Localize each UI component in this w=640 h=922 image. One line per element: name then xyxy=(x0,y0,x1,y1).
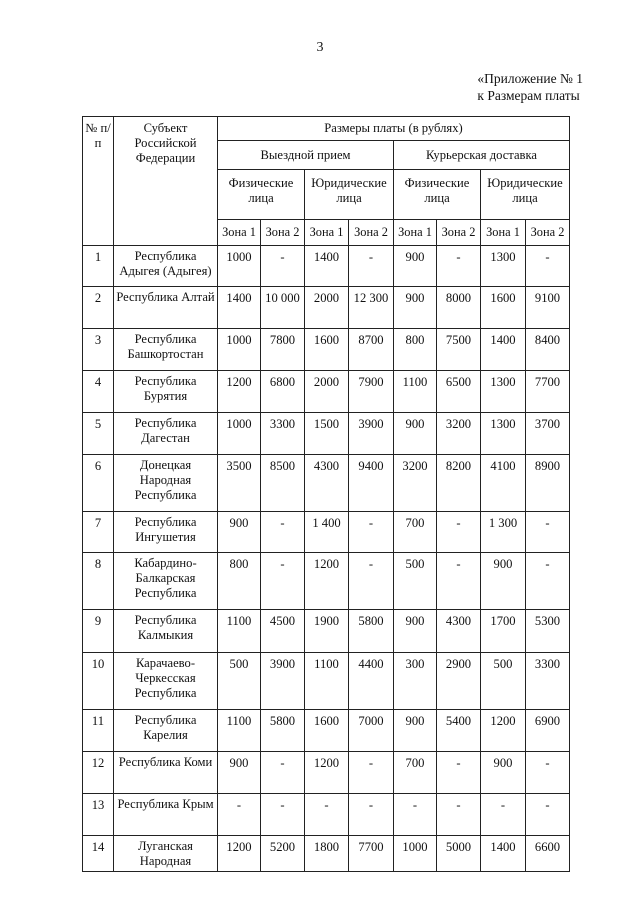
table-header xyxy=(83,117,570,246)
table-row xyxy=(83,553,570,610)
fee-cell: 5400 xyxy=(437,710,481,752)
fee-cell: - xyxy=(261,794,305,836)
fee-cell: - xyxy=(526,794,570,836)
fee-cell: - xyxy=(349,246,394,287)
row-subject: Карачаево-Черкесская Республика xyxy=(114,653,218,710)
fee-cell: 1 300 xyxy=(481,512,526,553)
fee-cell: 1700 xyxy=(481,610,526,653)
fee-cell: 300 xyxy=(394,653,437,710)
fee-cell: 1100 xyxy=(218,610,261,653)
fee-cell: 3300 xyxy=(261,413,305,455)
fee-cell: 3200 xyxy=(437,413,481,455)
row-number: 6 xyxy=(83,455,114,512)
fee-cell: 9400 xyxy=(349,455,394,512)
fee-cell: 3900 xyxy=(261,653,305,710)
fee-cell: 2000 xyxy=(305,371,349,413)
fee-cell: 4100 xyxy=(481,455,526,512)
fee-cell: 900 xyxy=(394,610,437,653)
row-subject: Республика Адыгея (Адыгея) xyxy=(114,246,218,287)
table-row xyxy=(83,329,570,371)
fee-cell: 900 xyxy=(394,413,437,455)
fee-cell: 1100 xyxy=(305,653,349,710)
fee-cell: 1000 xyxy=(218,329,261,371)
fee-cell: 8200 xyxy=(437,455,481,512)
fee-cell: 700 xyxy=(394,752,437,794)
fee-cell: 2900 xyxy=(437,653,481,710)
fee-cell: - xyxy=(526,553,570,610)
fee-cell: 6600 xyxy=(526,836,570,872)
fee-cell: - xyxy=(526,512,570,553)
row-number: 13 xyxy=(83,794,114,836)
fee-cell: 7700 xyxy=(526,371,570,413)
fee-cell: 7000 xyxy=(349,710,394,752)
appendix-header xyxy=(477,70,583,104)
fee-cell: 1400 xyxy=(481,836,526,872)
fee-cell: - xyxy=(349,512,394,553)
fee-cell: 1 400 xyxy=(305,512,349,553)
header-subject: Субъект Российской Федерации xyxy=(114,117,218,246)
row-number: 7 xyxy=(83,512,114,553)
fee-cell: 3900 xyxy=(349,413,394,455)
fee-cell: 1000 xyxy=(218,246,261,287)
fee-cell: 1100 xyxy=(394,371,437,413)
fee-cell: 800 xyxy=(218,553,261,610)
header-courier-individuals: Физические лица xyxy=(394,170,481,220)
header-zone-2: Зона 2 xyxy=(437,220,481,246)
fee-cell: - xyxy=(261,512,305,553)
table-row xyxy=(83,794,570,836)
fee-cell: 1600 xyxy=(305,710,349,752)
table-row xyxy=(83,246,570,287)
header-zone-1: Зона 1 xyxy=(305,220,349,246)
fee-cell: - xyxy=(481,794,526,836)
row-subject: Республика Башкортостан xyxy=(114,329,218,371)
fee-cell: 6800 xyxy=(261,371,305,413)
table-row xyxy=(83,413,570,455)
fee-cell: 900 xyxy=(394,246,437,287)
fee-cell: 5800 xyxy=(349,610,394,653)
fee-cell: 8400 xyxy=(526,329,570,371)
table-row xyxy=(83,512,570,553)
row-subject: Кабардино-Балкарская Республика xyxy=(114,553,218,610)
fee-cell: 3200 xyxy=(394,455,437,512)
row-number: 11 xyxy=(83,710,114,752)
fee-cell: 900 xyxy=(218,512,261,553)
header-courier: Курьерская доставка xyxy=(394,141,570,170)
table-row xyxy=(83,455,570,512)
fee-cell: - xyxy=(526,752,570,794)
fee-cell: 4400 xyxy=(349,653,394,710)
fee-cell: 500 xyxy=(481,653,526,710)
row-number: 2 xyxy=(83,287,114,329)
header-onsite: Выездной прием xyxy=(218,141,394,170)
row-number: 8 xyxy=(83,553,114,610)
header-courier-legal: Юридические лица xyxy=(481,170,570,220)
table-row xyxy=(83,710,570,752)
fee-cell: 1300 xyxy=(481,246,526,287)
fee-cell: 700 xyxy=(394,512,437,553)
row-subject: Республика Ингушетия xyxy=(114,512,218,553)
fee-cell: 3700 xyxy=(526,413,570,455)
fee-cell: 8900 xyxy=(526,455,570,512)
fee-cell: 5200 xyxy=(261,836,305,872)
header-onsite-legal: Юридические лица xyxy=(305,170,394,220)
fee-cell: 1500 xyxy=(305,413,349,455)
fee-cell: - xyxy=(349,752,394,794)
fee-cell: 4300 xyxy=(437,610,481,653)
fee-cell: 7900 xyxy=(349,371,394,413)
fee-cell: 1300 xyxy=(481,371,526,413)
fee-cell: 1400 xyxy=(218,287,261,329)
fee-cell: 6500 xyxy=(437,371,481,413)
header-zone-2: Зона 2 xyxy=(526,220,570,246)
fee-cell: 7800 xyxy=(261,329,305,371)
fee-cell: 9100 xyxy=(526,287,570,329)
fee-cell: 1400 xyxy=(481,329,526,371)
fee-cell: 1200 xyxy=(305,752,349,794)
fee-cell: 500 xyxy=(218,653,261,710)
fee-cell: 12 300 xyxy=(349,287,394,329)
fee-cell: 7500 xyxy=(437,329,481,371)
fee-cell: 8700 xyxy=(349,329,394,371)
row-number: 14 xyxy=(83,836,114,872)
fee-cell: - xyxy=(437,246,481,287)
header-zone-1: Зона 1 xyxy=(394,220,437,246)
fee-cell: 800 xyxy=(394,329,437,371)
row-number: 4 xyxy=(83,371,114,413)
fee-cell: - xyxy=(349,794,394,836)
fee-cell: - xyxy=(437,553,481,610)
fee-cell: 8000 xyxy=(437,287,481,329)
header-zone-2: Зона 2 xyxy=(261,220,305,246)
fee-cell: - xyxy=(261,553,305,610)
fee-cell: 900 xyxy=(481,752,526,794)
row-number: 5 xyxy=(83,413,114,455)
fee-cell: - xyxy=(526,246,570,287)
row-subject: Республика Крым xyxy=(114,794,218,836)
appendix-line-2: к Размерам платы xyxy=(477,88,580,103)
row-subject: Донецкая Народная Республика xyxy=(114,455,218,512)
header-fees: Размеры платы (в рублях) xyxy=(218,117,570,141)
fee-cell: 1000 xyxy=(394,836,437,872)
header-onsite-individuals: Физические лица xyxy=(218,170,305,220)
fee-cell: 1200 xyxy=(218,371,261,413)
fee-cell: 1200 xyxy=(481,710,526,752)
fee-cell: - xyxy=(218,794,261,836)
fee-cell: - xyxy=(261,752,305,794)
fee-cell: - xyxy=(437,752,481,794)
fee-cell: 1200 xyxy=(305,553,349,610)
table-row xyxy=(83,752,570,794)
fee-cell: 3300 xyxy=(526,653,570,710)
table-row xyxy=(83,653,570,710)
fee-cell: 1200 xyxy=(218,836,261,872)
row-number: 3 xyxy=(83,329,114,371)
row-number: 10 xyxy=(83,653,114,710)
page-number: 3 xyxy=(316,40,324,55)
fee-cell: 6900 xyxy=(526,710,570,752)
fee-cell: 1400 xyxy=(305,246,349,287)
row-subject: Республика Алтай xyxy=(114,287,218,329)
table-body xyxy=(83,246,570,872)
header-index: № п/п xyxy=(83,117,114,246)
fee-cell: 1600 xyxy=(305,329,349,371)
fee-cell: 1300 xyxy=(481,413,526,455)
fee-cell: 5300 xyxy=(526,610,570,653)
table-row xyxy=(83,287,570,329)
row-subject: Республика Бурятия xyxy=(114,371,218,413)
fee-cell: 4500 xyxy=(261,610,305,653)
fee-cell: - xyxy=(437,794,481,836)
fee-cell: 4300 xyxy=(305,455,349,512)
fee-cell: - xyxy=(305,794,349,836)
header-zone-1: Зона 1 xyxy=(481,220,526,246)
fee-cell: 5800 xyxy=(261,710,305,752)
fee-cell: 3500 xyxy=(218,455,261,512)
table-row xyxy=(83,610,570,653)
fee-cell: - xyxy=(394,794,437,836)
fee-cell: 8500 xyxy=(261,455,305,512)
header-zone-2: Зона 2 xyxy=(349,220,394,246)
appendix-line-1: «Приложение № 1 xyxy=(477,71,583,86)
fee-cell: - xyxy=(261,246,305,287)
fee-cell: 900 xyxy=(481,553,526,610)
fee-cell: 5000 xyxy=(437,836,481,872)
fee-table xyxy=(82,116,570,872)
fee-cell: - xyxy=(349,553,394,610)
fee-cell: 900 xyxy=(394,710,437,752)
fee-cell: 1900 xyxy=(305,610,349,653)
row-number: 1 xyxy=(83,246,114,287)
row-subject: Республика Дагестан xyxy=(114,413,218,455)
fee-cell: 10 000 xyxy=(261,287,305,329)
fee-cell: 500 xyxy=(394,553,437,610)
fee-cell: 1100 xyxy=(218,710,261,752)
row-subject: Республика Коми xyxy=(114,752,218,794)
header-zone-1: Зона 1 xyxy=(218,220,261,246)
fee-cell: 2000 xyxy=(305,287,349,329)
row-subject: Луганская Народная xyxy=(114,836,218,872)
fee-cell: 1000 xyxy=(218,413,261,455)
fee-cell: - xyxy=(437,512,481,553)
fee-cell: 1800 xyxy=(305,836,349,872)
row-subject: Республика Карелия xyxy=(114,710,218,752)
fee-cell: 900 xyxy=(218,752,261,794)
row-number: 12 xyxy=(83,752,114,794)
table-row xyxy=(83,836,570,872)
row-number: 9 xyxy=(83,610,114,653)
fee-cell: 900 xyxy=(394,287,437,329)
fee-cell: 7700 xyxy=(349,836,394,872)
fee-cell: 1600 xyxy=(481,287,526,329)
table-row xyxy=(83,371,570,413)
row-subject: Республика Калмыкия xyxy=(114,610,218,653)
